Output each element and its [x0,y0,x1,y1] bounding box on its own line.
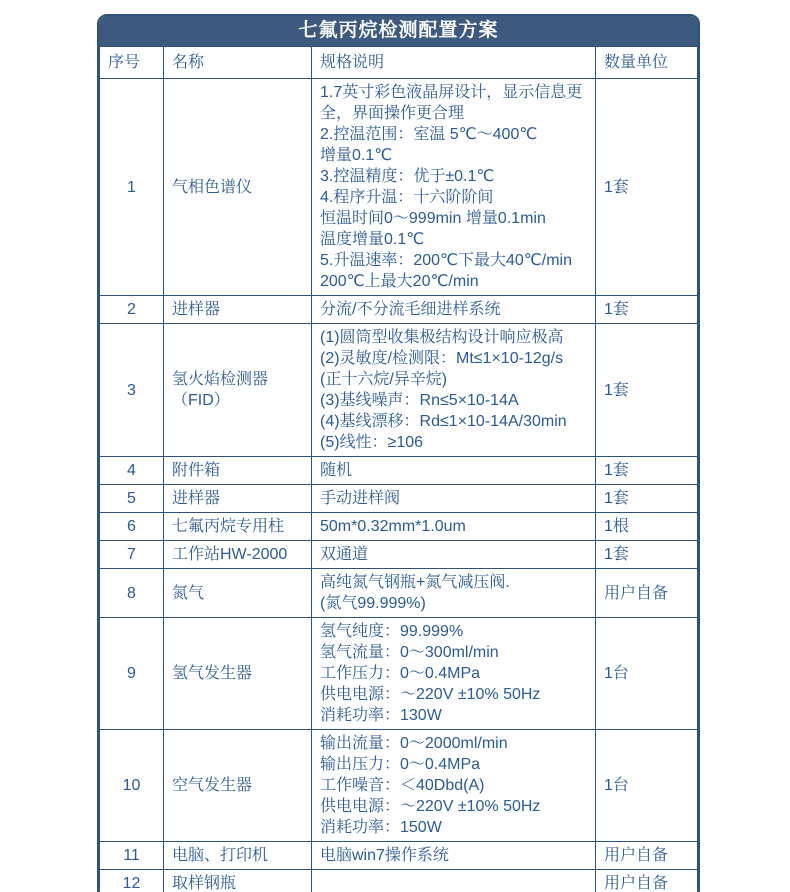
spec-line: 50m*0.32mm*1.0um [320,518,466,535]
cell-spec [312,870,596,892]
cell-qty: 1台 [596,730,698,842]
spec-line: 3.控温精度：优于±0.1℃ [320,168,495,185]
cell-no: 10 [100,730,164,842]
cell-name: 进样器 [164,485,312,513]
column-header-name: 名称 [164,47,312,79]
cell-no: 6 [100,513,164,541]
cell-no: 2 [100,296,164,324]
spec-line: 工作噪音：＜40Dbd(A) [320,777,485,794]
column-header-no: 序号 [100,47,164,79]
spec-line: 5.升温速率：200℃下最大40℃/min [320,252,573,269]
cell-spec [312,485,596,513]
cell-spec [312,296,596,324]
cell-name: 附件箱 [164,457,312,485]
cell-qty: 1根 [596,513,698,541]
cell-name: 气相色谱仪 [164,79,312,296]
cell-no: 4 [100,457,164,485]
config-table [99,46,698,892]
table-row [100,870,698,892]
spec-line: 温度增量0.1℃ [320,231,425,248]
spec-line: 增量0.1℃ [320,147,393,164]
table-title: 七氟丙烷检测配置方案 [99,16,698,46]
spec-line: 随机 [320,462,353,479]
cell-spec [312,618,596,730]
table-row [100,618,698,730]
spec-line: 1.7英寸彩色液晶屏设计，显示信息更全，界面操作更合理 [320,84,583,122]
spec-line: 输出流量：0～2000ml/min [320,735,508,752]
table-row [100,457,698,485]
table-row [100,79,698,296]
cell-name: 七氟丙烷专用柱 [164,513,312,541]
spec-line: 消耗功率：130W [320,707,442,724]
cell-no: 9 [100,618,164,730]
cell-name: 电脑、打印机 [164,842,312,870]
cell-spec [312,842,596,870]
table-row [100,296,698,324]
cell-qty: 1台 [596,618,698,730]
cell-qty: 1套 [596,541,698,569]
spec-line: 消耗功率：150W [320,819,442,836]
spec-line: (1)圆筒型收集极结构设计响应极高 [320,329,564,346]
cell-name: 工作站HW-2000 [164,541,312,569]
spec-line: 分流/不分流毛细进样系统 [320,301,501,318]
cell-name: 氮气 [164,569,312,618]
spec-line: (2)灵敏度/检测限：Mt≤1×10-12g/s [320,350,564,367]
table-row [100,842,698,870]
cell-no: 11 [100,842,164,870]
cell-spec [312,457,596,485]
cell-no: 1 [100,79,164,296]
cell-spec [312,79,596,296]
cell-name: 取样钢瓶 [164,870,312,892]
cell-qty: 1套 [596,457,698,485]
cell-name: 进样器 [164,296,312,324]
cell-spec [312,569,596,618]
cell-name: 氢气发生器 [164,618,312,730]
cell-qty: 用户自备 [596,569,698,618]
spec-line: 恒温时间0～999min 增量0.1min [320,210,546,227]
spec-line: 4.程序升温：十六阶阶间 [320,189,494,206]
table-row [100,541,698,569]
cell-no: 5 [100,485,164,513]
spec-line: 输出压力：0～0.4MPa [320,756,481,773]
spec-line: 供电电源：～220V ±10% 50Hz [320,686,541,703]
cell-qty: 用户自备 [596,870,698,892]
cell-spec [312,541,596,569]
spec-line: (氮气99.999%) [320,595,426,612]
spec-line: 2.控温范围：室温 5℃～400℃ [320,126,538,143]
cell-name: 氢火焰检测器（FID） [164,324,312,457]
cell-qty: 1套 [596,485,698,513]
spec-line: (正十六烷/异辛烷) [320,371,448,388]
column-header-spec: 规格说明 [312,47,596,79]
cell-qty: 用户自备 [596,842,698,870]
spec-line: 氢气流量：0～300ml/min [320,644,499,661]
spec-line: (5)线性：≥106 [320,434,424,451]
table-row [100,730,698,842]
cell-no: 7 [100,541,164,569]
table-row [100,569,698,618]
spec-line: 电脑win7操作系统 [320,847,449,864]
spec-line: 供电电源：～220V ±10% 50Hz [320,798,541,815]
spec-line: 手动进样阀 [320,490,401,507]
cell-qty: 1套 [596,79,698,296]
spec-line: 工作压力：0～0.4MPa [320,665,481,682]
spec-line: (3)基线噪声：Rn≤5×10-14A [320,392,519,409]
cell-name: 空气发生器 [164,730,312,842]
table-row [100,513,698,541]
config-table-panel [97,14,700,892]
spec-line: 氢气纯度：99.999% [320,623,464,640]
cell-no: 12 [100,870,164,892]
cell-qty: 1套 [596,324,698,457]
cell-no: 3 [100,324,164,457]
header-row [100,47,698,79]
cell-no: 8 [100,569,164,618]
spec-line: 200℃上最大20℃/min [320,273,479,290]
cell-spec [312,730,596,842]
table-body [100,79,698,892]
cell-spec [312,513,596,541]
spec-line: 双通道 [320,546,369,563]
cell-spec [312,324,596,457]
spec-line: (4)基线漂移：Rd≤1×10-14A/30min [320,413,567,430]
column-header-qty: 数量单位 [596,47,698,79]
cell-qty: 1套 [596,296,698,324]
table-row [100,485,698,513]
spec-line: 高纯氮气钢瓶+氮气减压阀. [320,574,510,591]
table-row [100,324,698,457]
